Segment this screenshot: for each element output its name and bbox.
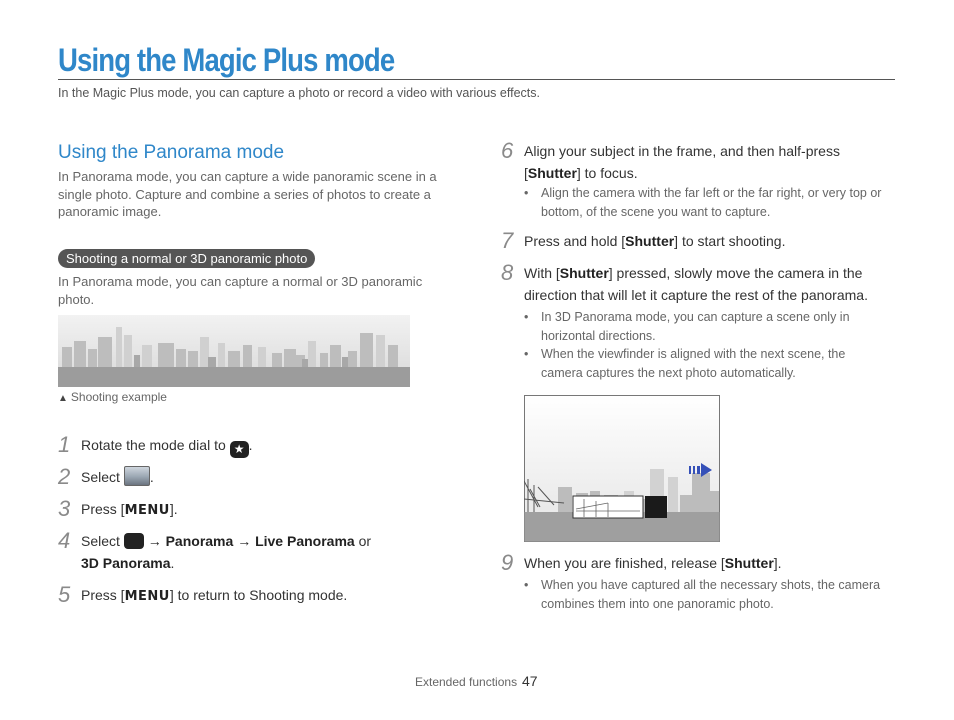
bullet-note: • In 3D Panorama mode, you can capture a scene only in horizontal directions. — [524, 308, 886, 345]
magic-plus-star-icon: ★ — [230, 441, 249, 458]
step-text: ] to focus. — [576, 165, 638, 181]
camera-icon — [124, 533, 144, 549]
step-text: Rotate the mode dial to — [81, 437, 226, 453]
step-press-menu — [81, 498, 178, 522]
menu-key-label: MENU — [124, 503, 170, 518]
step-text: . — [149, 469, 154, 485]
step-number: 3 — [58, 496, 71, 521]
step-text: ] pressed, slowly move the camera in the direction that will let it capture the rest of the panorama. — [524, 265, 868, 303]
panorama-example-image — [58, 315, 410, 387]
shutter-key-label: Shutter — [625, 233, 675, 249]
step-text: . — [170, 555, 175, 571]
step-text: ]. — [169, 501, 178, 517]
step-number: 6 — [501, 138, 514, 163]
section-description: In Panorama mode, you can capture a wide panoramic scene in a single photo. Capture and combine a series of photos to create a panoramic image. — [58, 169, 437, 219]
step-number: 4 — [58, 528, 71, 553]
step-text: Press and hold [ — [524, 233, 626, 249]
step-align-subject — [524, 140, 894, 184]
panorama-mode-icon — [124, 466, 150, 486]
step-text: or — [358, 533, 372, 549]
step-text: ] to return to Shooting mode. — [169, 587, 348, 603]
step-move-camera — [524, 262, 894, 306]
step-text: Press [ — [81, 501, 125, 517]
step-text: Align your subject in the frame, and then half-press [ — [524, 143, 840, 181]
step-number: 7 — [501, 228, 514, 253]
step-number: 9 — [501, 550, 514, 575]
footer-section-name: Extended functions — [415, 675, 518, 689]
option-panorama: Panorama — [165, 533, 234, 549]
step-text: . — [248, 437, 253, 453]
step-rotate-mode-dial — [81, 434, 253, 458]
option-live-panorama: Live Panorama — [255, 533, 355, 549]
step-select-options — [81, 530, 421, 574]
step-text: With [ — [524, 265, 560, 281]
viewfinder-illustration — [524, 395, 720, 542]
page-title: Using the Magic Plus mode — [58, 42, 395, 78]
shutter-key-label: Shutter — [724, 555, 774, 571]
step-release-shutter — [524, 552, 782, 574]
menu-key-label: MENU — [124, 589, 170, 604]
image-caption — [58, 390, 167, 404]
shutter-key-label: Shutter — [527, 165, 577, 181]
subsection-label: Shooting a normal or 3D panoramic photo — [58, 249, 315, 268]
caption-triangle-icon: ▲ — [58, 393, 68, 404]
section-heading: Using the Panorama mode — [58, 142, 285, 163]
step-press-hold-shutter — [524, 230, 785, 252]
step-number: 1 — [58, 432, 71, 457]
subsection-description: In Panorama mode, you can capture a normal or 3D panoramic photo. — [58, 274, 423, 307]
step-number: 8 — [501, 260, 514, 285]
page-number: 47 — [522, 673, 538, 689]
step-text: ] to start shooting. — [674, 233, 786, 249]
bullet-note: • Align the camera with the far left or the far right, or very top or bottom, of the scene you want to capture. — [524, 184, 911, 221]
arrow: → — [237, 533, 252, 549]
caption-text: Shooting example — [70, 390, 167, 404]
bullet-note: • When you have captured all the necessary shots, the camera combines them into one panoramic photo. — [524, 576, 911, 613]
step-number: 2 — [58, 464, 71, 489]
title-divider — [58, 79, 895, 80]
step-text: Select — [81, 533, 120, 549]
page-intro: In the Magic Plus mode, you can capture a photo or record a video with various effects. — [58, 86, 540, 100]
step-text: Press [ — [81, 587, 125, 603]
step-text: ]. — [773, 555, 782, 571]
shutter-key-label: Shutter — [559, 265, 609, 281]
arrow: → — [147, 533, 162, 549]
step-select-panorama — [81, 466, 154, 488]
bullet-note: • When the viewfinder is aligned with the next scene, the camera captures the next photo automatically. — [524, 345, 886, 382]
step-return-shooting — [81, 584, 347, 608]
step-number: 5 — [58, 582, 71, 607]
step-text: Select — [81, 469, 120, 485]
step-text: When you are finished, release [ — [524, 555, 725, 571]
option-3d-panorama: 3D Panorama — [81, 555, 171, 571]
